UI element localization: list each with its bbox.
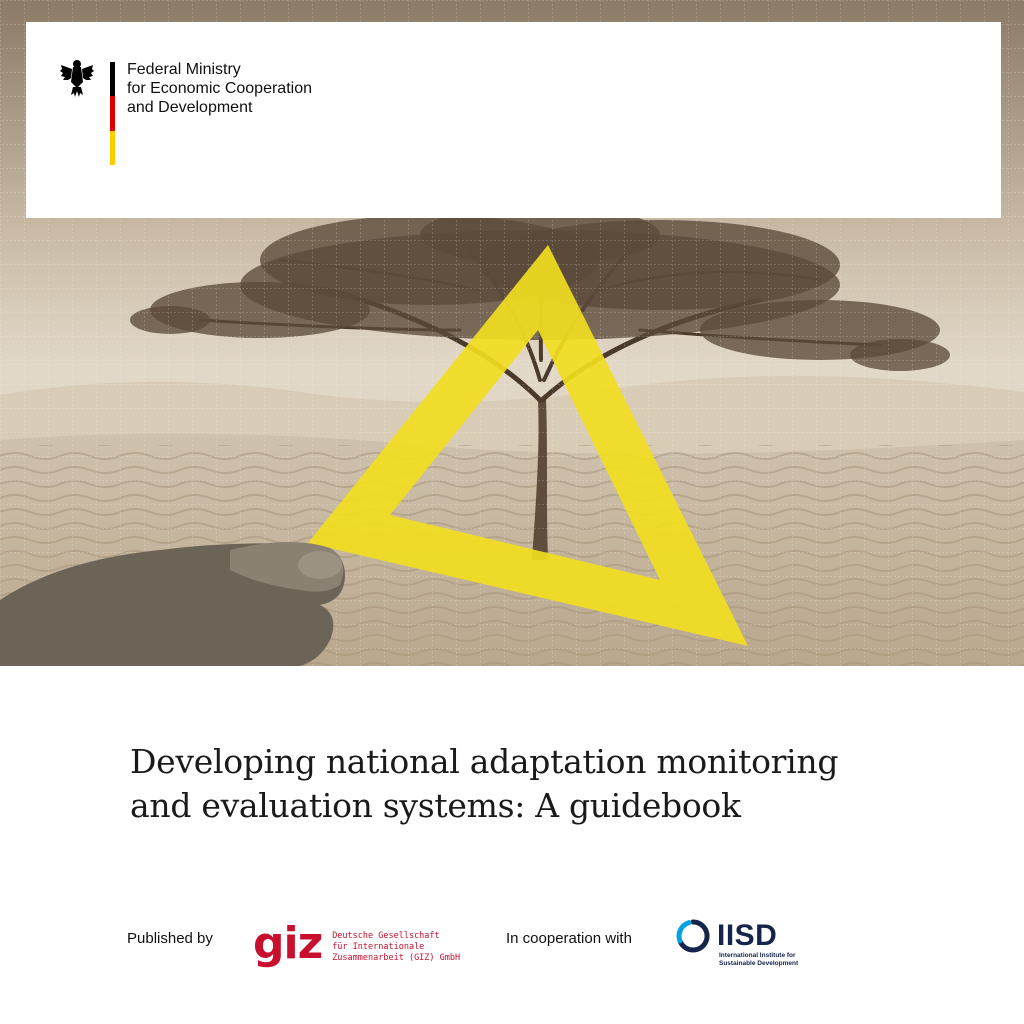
ministry-name-line: Federal Ministry: [127, 61, 241, 78]
giz-wordmark: giz: [253, 918, 323, 969]
giz-logo: [253, 918, 461, 969]
ministry-name-line: for Economic Cooperation: [127, 80, 312, 97]
iisd-name-line: Sustainable Development: [719, 960, 799, 967]
giz-full-name: [332, 931, 460, 964]
ministry-name-line: and Development: [127, 99, 253, 116]
iisd-wordmark: IISD: [717, 919, 778, 952]
ministry-name: [127, 60, 312, 117]
giz-name-line: Deutsche Gesellschaft: [332, 931, 440, 941]
german-flag-icon: [110, 62, 115, 165]
title-line: and evaluation systems: A guidebook: [130, 786, 741, 825]
iisd-name-line: International Institute for: [719, 952, 796, 959]
ministry-header: [26, 22, 1001, 218]
title-line: Developing national adaptation monitoring: [130, 742, 839, 781]
giz-name-line: Zusammenarbeit (GIZ) GmbH: [332, 953, 461, 963]
published-by-label: Published by: [127, 930, 213, 947]
iisd-ring-icon: [675, 918, 711, 954]
federal-eagle-icon: [60, 58, 94, 98]
iisd-full-name: [719, 952, 798, 968]
cooperation-label: In cooperation with: [506, 930, 632, 947]
document-title: [130, 740, 950, 828]
giz-name-line: für Internationale: [332, 942, 425, 952]
